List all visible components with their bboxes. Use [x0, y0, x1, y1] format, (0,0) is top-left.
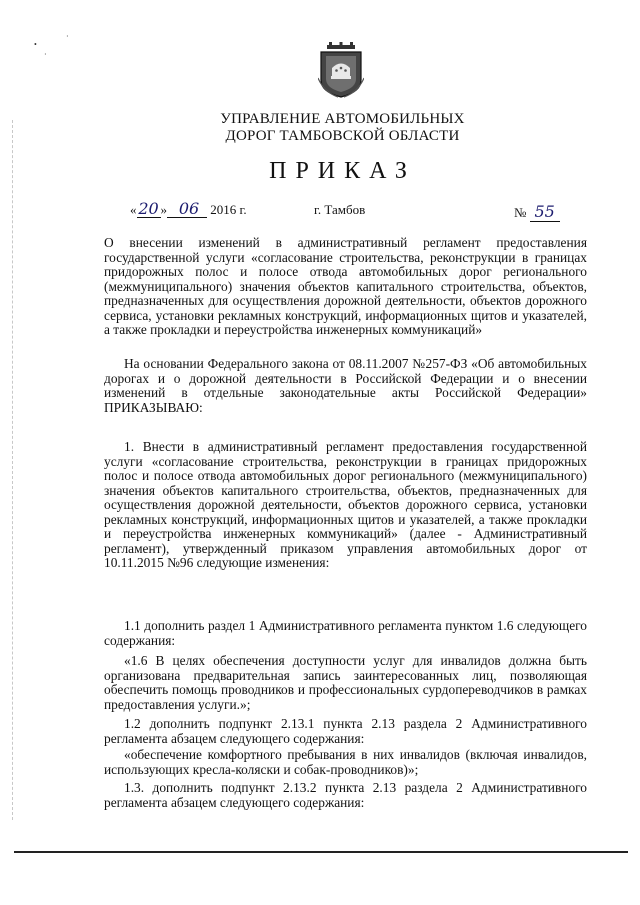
number-value: 55	[534, 202, 555, 221]
page-bottom-rule	[14, 851, 628, 853]
organization-line: ДОРОГ ТАМБОВСКОЙ ОБЛАСТИ	[225, 128, 460, 144]
date-year: 2016 г.	[210, 202, 247, 217]
date-month: 06	[178, 199, 200, 218]
order-item-1-2: 1.2 дополнить подпункт 2.13.1 пункта 2.13 раздела 2 Административного регламента абзацем следующего содержания:	[104, 716, 587, 746]
order-number	[514, 202, 560, 222]
order-item-1-1: 1.1 дополнить раздел 1 Административного регламента пунктом 1.6 следующего содержания:	[104, 618, 587, 648]
date-day: 20	[138, 199, 159, 218]
order-date	[130, 199, 247, 218]
date-quote-open: «	[130, 202, 137, 217]
quoted-clause-2-13-1: «обеспечение комфортного пребывания в них инвалидов (включая инвалидов, использующих кресла-коляски и собак-проводников)»;	[104, 747, 587, 777]
order-subject: О внесении изменений в административный регламент предоставления государственной услуги «согласование строительства, реконструкции в границах придорожных полос и полосе отвода автомобильных дорог регионального (межмуниципального) значения объектов капитального строительства, объектов, предназначенных для осуществления дорожной деятельности, объектов дорожного сервиса, установки рекламных конструкций, информационных щитов и указателей, а также прокладки и переустройства инженерных коммуникаций»	[104, 235, 587, 337]
scan-speck: •	[34, 40, 37, 49]
tambov-coat-of-arms-icon	[318, 42, 364, 98]
order-city: г. Тамбов	[314, 202, 366, 217]
order-item-1: 1. Внести в административный регламент предоставления государственной услуги «согласование строительства, реконструкции в границах придорожных полос и полосе отвода автомобильных дорог регионального (межмуниципального) значения объектов капитального строительства, объектов, предназначенных для осуществления дорожной деятельности, объектов дорожного сервиса, установки рекламных конструкций, информационных щитов и указателей, а также прокладки и переустройства инженерных коммуникаций» (далее - Административный регламент), утвержденный приказом управления автомобильных дорог от 10.11.2015 №96 следующие изменения:	[104, 439, 587, 570]
order-item-1-3: 1.3. дополнить подпункт 2.13.2 пункта 2.13 раздела 2 Административного регламента абзацем следующего содержания:	[104, 780, 587, 810]
document-title: ПРИКАЗ	[269, 158, 416, 184]
legal-basis-paragraph: На основании Федерального закона от 08.11.2007 №257-ФЗ «Об автомобильных дорогах и о дорожной деятельности в Российской Федерации и о внесении изменений в отдельные законодательные акты Российской Федерации» ПРИКАЗЫВАЮ:	[104, 356, 587, 415]
number-label: №	[514, 205, 527, 220]
organization-name	[200, 111, 485, 145]
date-quote-close: »	[160, 202, 167, 217]
scan-speck: ·	[44, 50, 47, 59]
quoted-clause-1-6: «1.6 В целях обеспечения доступности услуг для инвалидов должна быть организована предварительная запись заинтересованных лиц, позволяющая обеспечить помощь проводников и профессиональных сурдопереводчиков в рамках предоставления услуги.»;	[104, 653, 587, 712]
scan-speck: ·	[66, 32, 69, 41]
binding-margin-line	[12, 120, 13, 820]
organization-line: УПРАВЛЕНИЕ АВТОМОБИЛЬНЫХ	[220, 111, 465, 127]
